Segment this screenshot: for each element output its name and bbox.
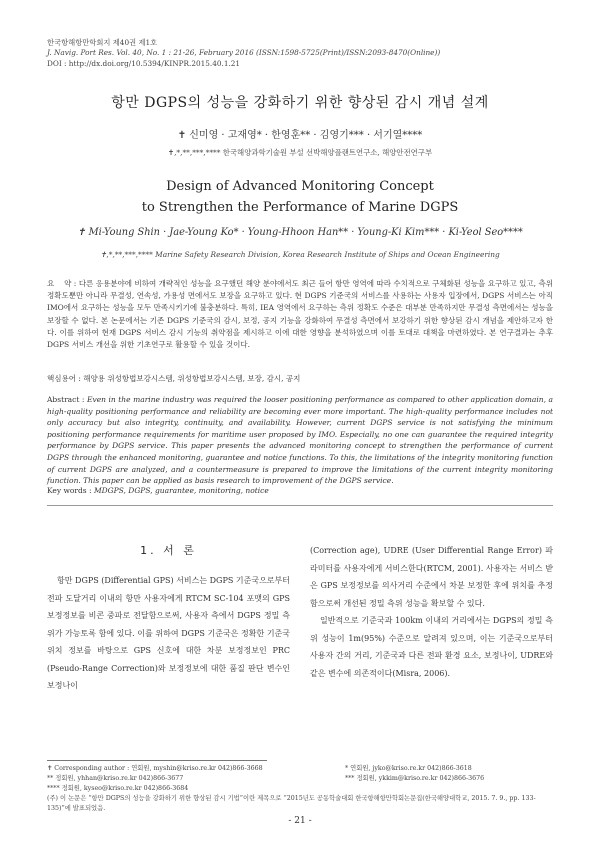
keywords-korean-text: 해양용 위성항법보강시스템, 위성항법보강시스템, 보장, 감시, 공지	[83, 374, 301, 383]
page-number: - 21 -	[288, 816, 312, 826]
body-column-left	[47, 572, 290, 695]
footnote-author-4: **** 정회원, kyseo@kriso.re.kr 042)866-3684	[47, 785, 189, 792]
journal-header-line2: J. Navig. Port Res. Vol. 40, No. 1 : 21-26, February 2016 (ISSN:1598-5725(Print)/ISSN:2093-8470(Online))	[47, 48, 441, 58]
abstract-english-text: Even in the marine industry was required the looser positioning performance as compared to other application domain, a high-quality positioning performance and reliability are becoming ever more important. The high-quality performance includes not only accuracy but also integrity, continuity, and availability. However, current DGPS service is not satisfying the minimum positioning performance requirements for maritime user proposed by IMO. Especially, no one can guarantee the required integrity performance by DGPS service. This paper presents the advanced monitoring concept to strengthen the performance of current DGPS through the enhanced monitoring, guarantee and notice functions. To this, the limitations of the integrity monitoring function of current DGPS are analyzed, and a countermeasure is prepared to improve the limitations of the current integrity monitoring function. This paper can be applied as basis research to improvement of the DGPS service.	[47, 395, 553, 486]
journal-header	[47, 38, 440, 69]
footnote-author-3: *** 정회원, ykkim@kriso.re.kr 042)866-3676	[345, 775, 485, 782]
keywords-english-text: MDGPS, DGPS, guarantee, monitoring, notice	[93, 486, 269, 495]
affiliation-english: ✝,*,**,***,**** Marine Safety Research Division, Korea Research Institute of Ships and Ocean Engineering	[100, 250, 500, 259]
body-column-right	[310, 542, 553, 682]
keywords-english	[47, 485, 553, 497]
body-paragraph: 일반적으로 기준국과 100km 이내의 거리에서는 DGPS의 정밀 측위 성능이 1m(95%) 수준으로 알려져 있으며, 이는 기준국으로부터 사용자 간의 거리, 기준국과 다른 전파 환경 요소, 보정나이, UDRE와 같은 변수에 의존적이다(Misra, 2006).	[310, 616, 553, 678]
abstract-english-label: Abstract :	[47, 395, 87, 404]
journal-header-line1: 한국항해항만학회지 제40권 제1호	[47, 38, 158, 47]
body-paragraph: (Correction age), UDRE (User Differential Range Error) 파라미터를 사용자에게 서비스한다(RTCM, 2001). 사용자는 서비스 받은 GPS 보정정보를 의사거리 수준에서 차분 보정한 후에 위치를 추정함으로써 개선된 정밀 측위 성능을 확보할 수 있다.	[310, 546, 553, 608]
abstract-english	[47, 394, 553, 487]
title-english-line1: Design of Advanced Monitoring Concept	[166, 179, 434, 194]
footnote-divider	[47, 760, 267, 761]
title-english	[0, 176, 600, 218]
title-english-line2: to Strengthen the Performance of Marine DGPS	[141, 200, 459, 215]
footnote-author-1: * 연회원, jyko@kriso.re.kr 042)866-3618	[345, 765, 472, 772]
journal-header-doi: DOI : http://dx.doi.org/10.5394/KINPR.2015.40.1.21	[47, 58, 241, 68]
title-korean: 항만 DGPS의 성능을 강화하기 위한 향상된 감시 개념 설계	[111, 95, 489, 111]
abstract-divider	[47, 505, 553, 506]
abstract-korean	[47, 278, 553, 351]
footnote-corresponding: ✝ Corresponding author : 연회원, myshin@kriso.re.kr 042)866-3668	[47, 765, 263, 772]
abstract-korean-label: 요 약 :	[47, 279, 79, 288]
authors-korean: ✝ 신미영 · 고재영* · 한영훈** · 김영기*** · 서기열****	[177, 130, 423, 141]
authors-english: ✝ Mi-Young Shin · Jae-Young Ko* · Young-Hhoon Han** · Young-Ki Kim*** · Ki-Yeol Seo****	[77, 227, 523, 238]
footnote-publication-note: (주) 이 논문은 “항만 DGPS의 성능을 강화하기 위한 향상된 감시 기법”이란 제목으로 “2015년도 공동학술대회 한국항해항만학회논문집(한국해양대학교, 2015. 7. 9., pp. 133-135)”에 발표되었음.	[47, 795, 536, 812]
abstract-korean-text: 다른 응용분야에 비하여 개략적인 성능을 요구했던 해양 분야에서도 최근 들어 항만 영역에 따라 수치적으로 구체화된 성능을 요구하고 있고, 측위 정확도뿐만 아니라 무결성, 연속성, 가용성 면에서도 보장을 요구하고 있다. 현 DGPS 기준국의 서비스를 사용하는 사용자 입장에서, DGPS 서비스는 아직 IMO에서 요구하는 성능을 모두 만족시키기에 불충분하다. 특히, IEA 영역에서 요구하는 측위 정확도 수준은 대부분 만족하지만 무결성 측면에서는 성능을 보장할 수 없다. 본 논문에서는 기존 DGPS 기준국의 감시, 보정, 공지 기능을 강화하여 무결성 측면에서 보강하기 위한 향상된 감시 개념을 제안하고자 한다. 이를 위하여 현재 DGPS 서비스 감시 기능의 취약점을 제시하고 이에 대한 영향을 분석하였으며 이를 토대로 대책을 마련하였다. 본 연구결과는 추후 DGPS 서비스 개선을 위한 기초연구로 활용할 수 있을 것이다.	[47, 279, 554, 350]
affiliation-korean: ✝,*,**,***,**** 한국해양과학기술원 부설 선박해양플랜트연구소, 해양안전연구부	[167, 148, 433, 157]
footnote-author-2: ** 정회원, yhhan@kriso.re.kr 042)866-3677	[47, 775, 184, 782]
body-paragraph: 항만 DGPS (Differential GPS) 서비스는 DGPS 기준국으로부터 전파 도달거리 이내의 항만 사용자에게 RTCM SC-104 포맷의 GPS 보정정보를 비콘 중파로 전달함으로써, 사용자 측에서 DGPS 정밀 측위가 가능토록 함에 있다. 이를 위하여 DGPS 기준국은 정확한 기준국 위치 정보를 바탕으로 GPS 신호에 대한 차분 보정정보인 PRC (Pseudo-Range Correction)와 보정정보에 대한 품질 판단 변수인 보정나이	[47, 576, 290, 690]
keywords-korean	[47, 373, 553, 385]
keywords-korean-label: 핵심용어 :	[47, 374, 84, 383]
section-heading-introduction: 1. 서 론	[140, 544, 197, 557]
keywords-english-label: Key words :	[47, 486, 94, 495]
